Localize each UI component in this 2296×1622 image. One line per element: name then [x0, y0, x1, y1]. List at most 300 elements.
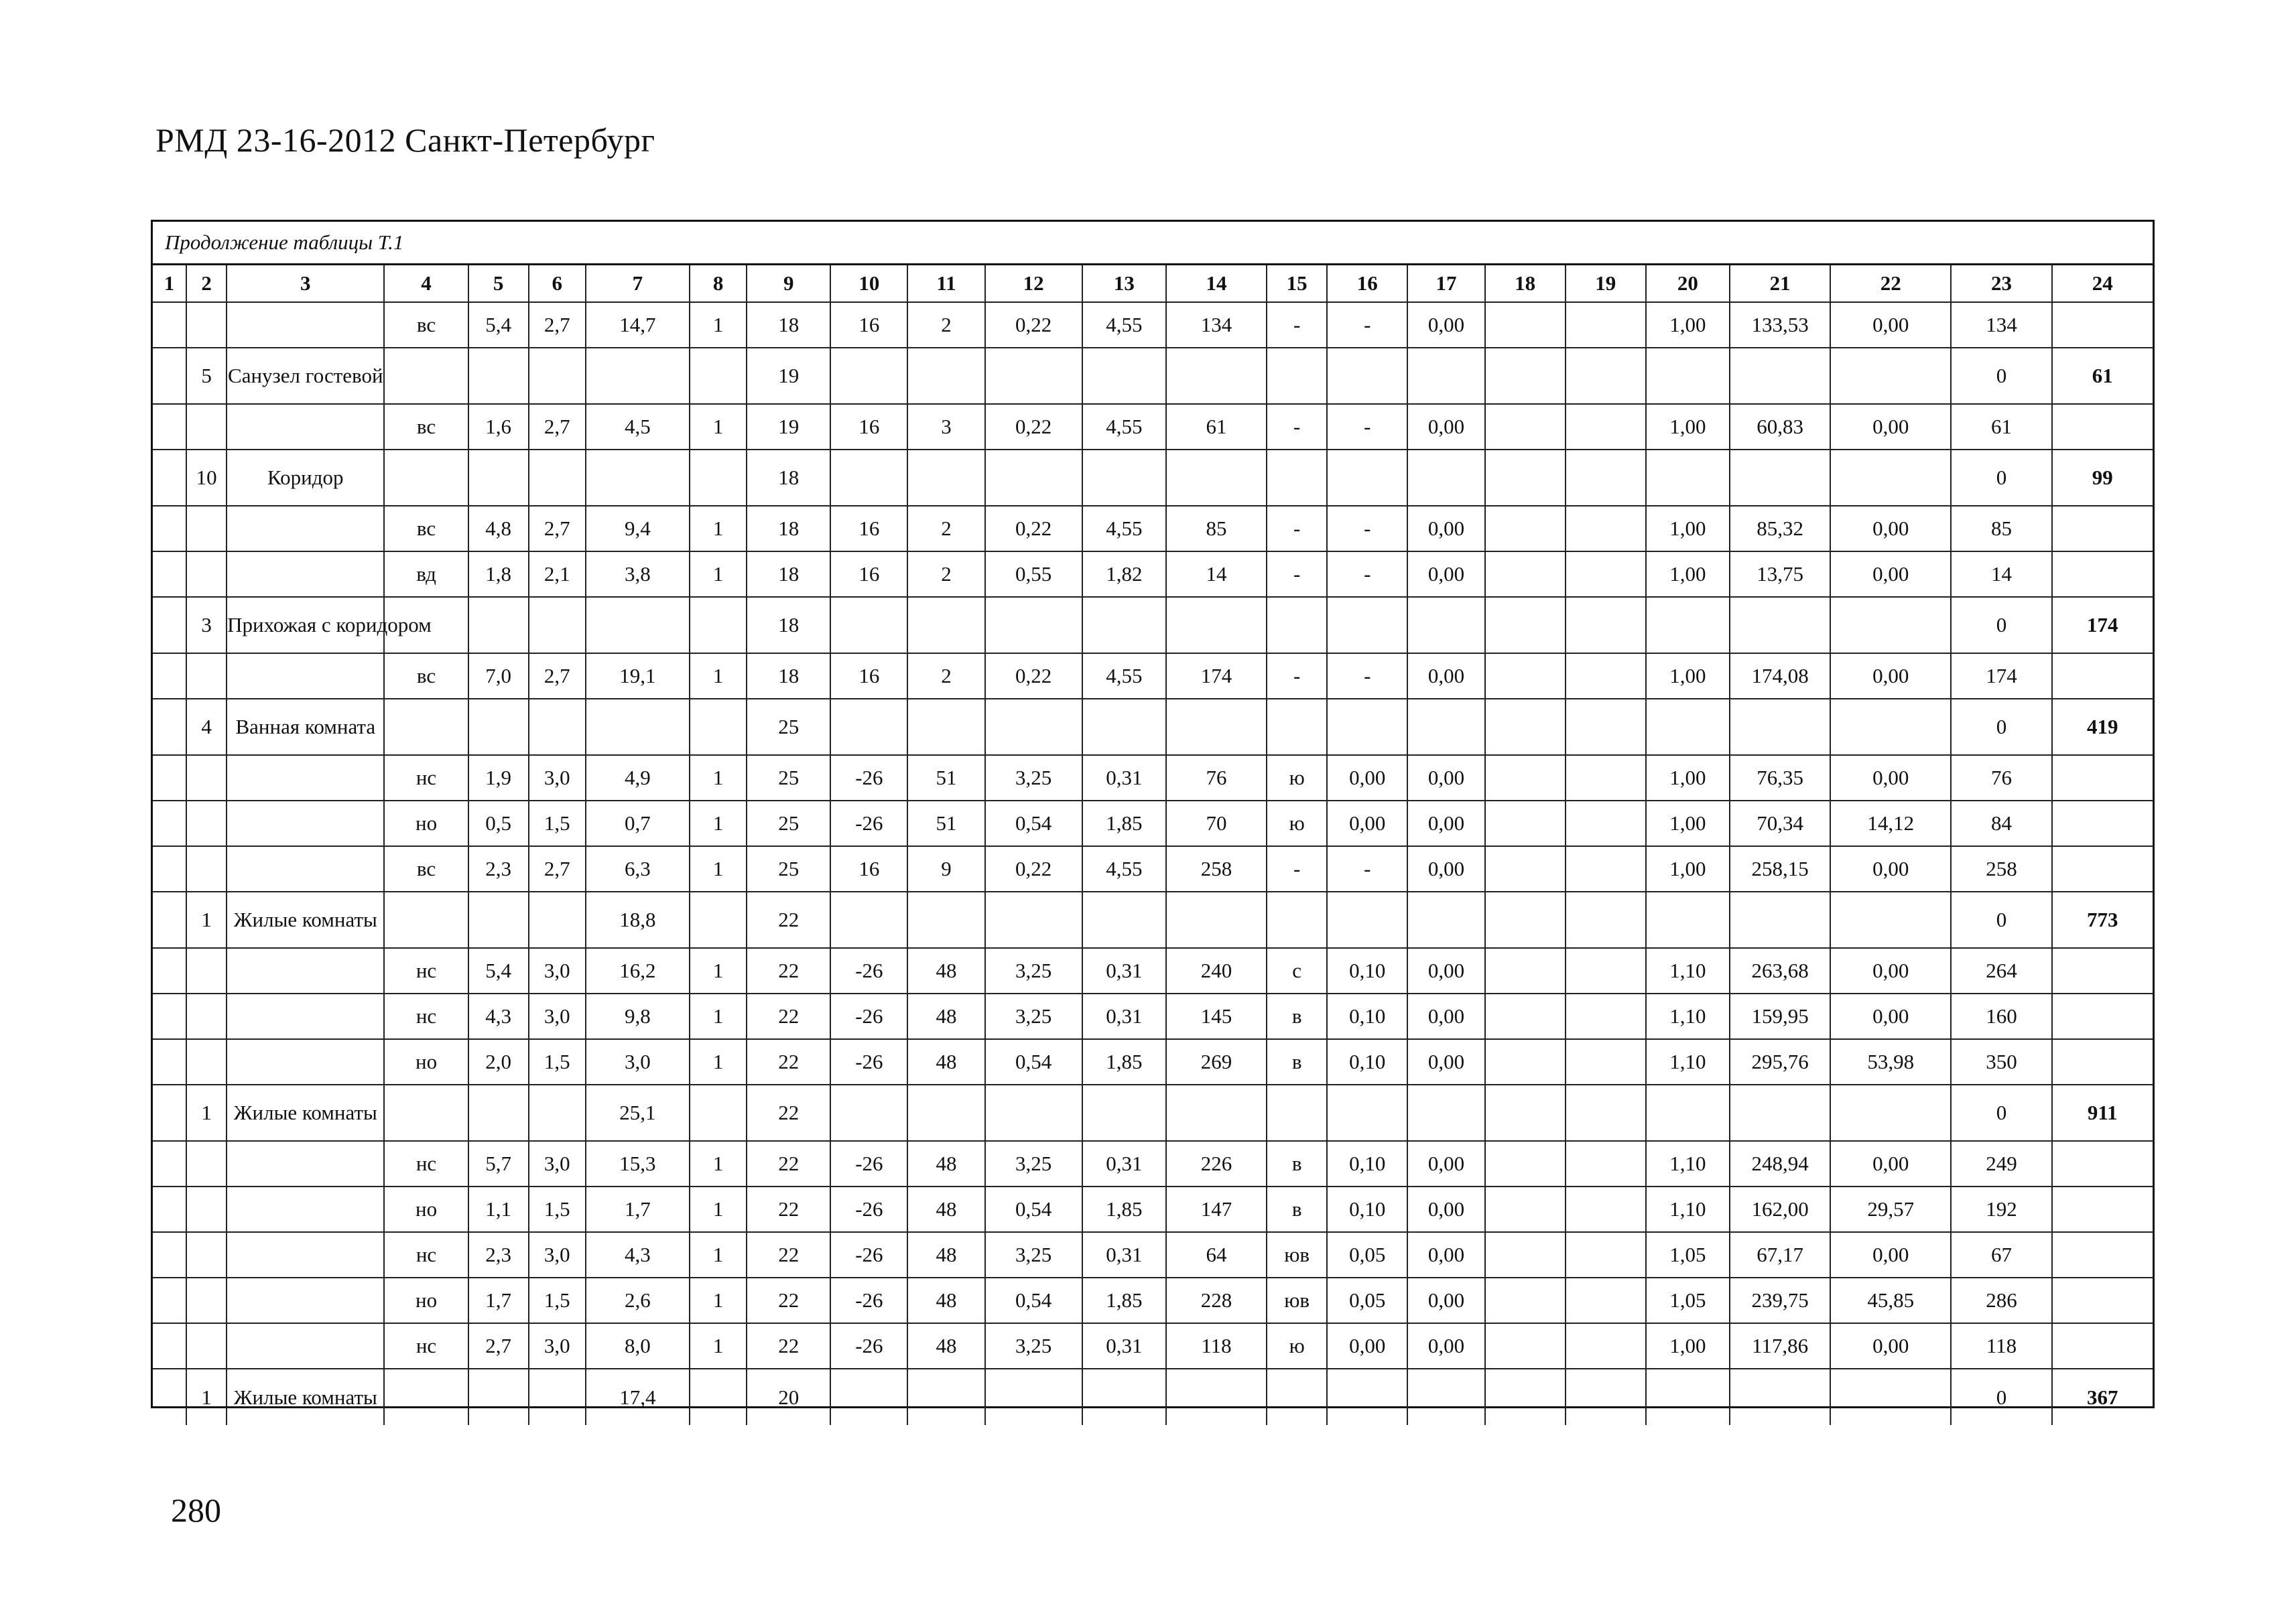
table-cell: 51 — [907, 755, 984, 801]
table-cell: 1 — [690, 994, 747, 1039]
table-cell — [1566, 551, 1646, 597]
table-cell: 22 — [747, 892, 830, 948]
table-cell: 3,25 — [985, 1323, 1082, 1369]
room-number-cell — [186, 1039, 227, 1085]
table-cell — [1646, 1085, 1730, 1141]
column-header: 14 — [1166, 265, 1267, 302]
table-cell: 48 — [907, 1141, 984, 1187]
table-cell: 14,12 — [1830, 801, 1951, 846]
table-cell: 67 — [1951, 1232, 2051, 1278]
table-cell — [1485, 846, 1566, 892]
column-header: 6 — [529, 265, 586, 302]
table-cell — [985, 597, 1082, 653]
room-total-cell — [2052, 1323, 2153, 1369]
column-header: 23 — [1951, 265, 2051, 302]
table-cell: 48 — [907, 1187, 984, 1232]
table-cell: 0,31 — [1082, 1323, 1166, 1369]
table-cell — [1830, 1085, 1951, 1141]
table-cell — [1566, 1187, 1646, 1232]
table-cell: 0,00 — [1407, 1039, 1484, 1085]
table-cell — [529, 450, 586, 506]
room-number-cell — [186, 653, 227, 699]
table-cell — [1566, 801, 1646, 846]
table-cell: вс — [384, 302, 468, 348]
table-cell: 13,75 — [1730, 551, 1830, 597]
table-cell: 1,10 — [1646, 948, 1730, 994]
table-cell — [1166, 1369, 1267, 1425]
table-cell: 9 — [907, 846, 984, 892]
table-cell: 85 — [1951, 506, 2051, 551]
table-cell — [907, 892, 984, 948]
surface-row — [153, 948, 2153, 994]
room-name-cell — [227, 1323, 384, 1369]
page-number: 280 — [171, 1491, 221, 1529]
table-cell: 22 — [747, 1323, 830, 1369]
room-number-cell — [186, 1141, 227, 1187]
table-cell — [529, 348, 586, 404]
table-cell — [153, 597, 186, 653]
table-cell — [690, 699, 747, 755]
room-total-cell — [2052, 551, 2153, 597]
table-cell: 1 — [690, 1323, 747, 1369]
table-cell — [1566, 404, 1646, 450]
room-name-cell — [227, 994, 384, 1039]
table-cell — [1485, 450, 1566, 506]
table-cell: 0,00 — [1407, 755, 1484, 801]
heat-loss-table — [153, 265, 2153, 1425]
room-total-cell — [2052, 1141, 2153, 1187]
table-cell: 0,00 — [1407, 653, 1484, 699]
table-cell: 0,7 — [586, 801, 690, 846]
table-cell — [1566, 948, 1646, 994]
table-cell: 14,7 — [586, 302, 690, 348]
table-cell: 4,8 — [468, 506, 529, 551]
room-name-cell — [227, 755, 384, 801]
table-cell: 134 — [1166, 302, 1267, 348]
surface-row — [153, 1278, 2153, 1323]
table-cell — [1485, 994, 1566, 1039]
table-cell: -26 — [830, 755, 907, 801]
table-cell: 1 — [690, 506, 747, 551]
table-cell: 0,00 — [1830, 1323, 1951, 1369]
table-cell: 4,9 — [586, 755, 690, 801]
table-cell: 0,00 — [1407, 1187, 1484, 1232]
table-cell: ю — [1267, 801, 1327, 846]
table-cell: 0,00 — [1830, 948, 1951, 994]
table-cell: 3,25 — [985, 755, 1082, 801]
table-cell: 3,0 — [529, 755, 586, 801]
table-cell — [468, 348, 529, 404]
table-cell: 263,68 — [1730, 948, 1830, 994]
table-cell: 6,3 — [586, 846, 690, 892]
column-header: 17 — [1407, 265, 1484, 302]
table-cell — [153, 1323, 186, 1369]
table-cell: 0,22 — [985, 653, 1082, 699]
table-cell: 0,22 — [985, 506, 1082, 551]
table-cell: 25 — [747, 846, 830, 892]
table-cell — [468, 597, 529, 653]
table-cell — [1830, 597, 1951, 653]
table-cell — [985, 348, 1082, 404]
table-cell — [153, 699, 186, 755]
room-name-cell — [227, 551, 384, 597]
table-cell — [1407, 450, 1484, 506]
table-cell: 1 — [690, 801, 747, 846]
column-header: 2 — [186, 265, 227, 302]
table-cell: 5,4 — [468, 302, 529, 348]
room-total-cell — [2052, 994, 2153, 1039]
table-cell — [830, 699, 907, 755]
table-cell: 48 — [907, 1323, 984, 1369]
table-cell: в — [1267, 994, 1327, 1039]
room-number-cell: 3 — [186, 597, 227, 653]
table-cell — [1082, 1369, 1166, 1425]
table-cell: 2,1 — [529, 551, 586, 597]
room-number-cell — [186, 506, 227, 551]
table-cell: 3 — [907, 404, 984, 450]
table-cell: 0,00 — [1407, 1232, 1484, 1278]
table-cell — [907, 1085, 984, 1141]
table-cell: 19 — [747, 348, 830, 404]
table-cell — [1327, 1085, 1407, 1141]
table-cell — [985, 892, 1082, 948]
table-cell: 18 — [747, 450, 830, 506]
table-cell: 16 — [830, 551, 907, 597]
surface-row — [153, 1039, 2153, 1085]
column-header: 4 — [384, 265, 468, 302]
table-cell: - — [1267, 551, 1327, 597]
table-cell — [690, 450, 747, 506]
table-cell — [586, 699, 690, 755]
table-cell: - — [1327, 846, 1407, 892]
table-cell: 8,0 — [586, 1323, 690, 1369]
room-total-cell — [2052, 846, 2153, 892]
table-cell: 4,55 — [1082, 846, 1166, 892]
table-cell — [1407, 1085, 1484, 1141]
table-cell: 1,10 — [1646, 1141, 1730, 1187]
table-cell — [153, 348, 186, 404]
table-cell: в — [1267, 1039, 1327, 1085]
room-total-cell: 911 — [2052, 1085, 2153, 1141]
table-cell: 1,10 — [1646, 1039, 1730, 1085]
room-total-cell — [2052, 1039, 2153, 1085]
table-cell: 51 — [907, 801, 984, 846]
table-cell: 295,76 — [1730, 1039, 1830, 1085]
table-cell: ю — [1267, 755, 1327, 801]
table-cell — [1566, 506, 1646, 551]
table-cell — [1566, 653, 1646, 699]
table-cell: 9,4 — [586, 506, 690, 551]
table-cell: 3,0 — [529, 1232, 586, 1278]
table-cell: 9,8 — [586, 994, 690, 1039]
table-cell: 16 — [830, 404, 907, 450]
table-cell — [1566, 755, 1646, 801]
table-cell: 1 — [690, 1187, 747, 1232]
table-cell: 4,55 — [1082, 653, 1166, 699]
room-number-cell: 1 — [186, 892, 227, 948]
surface-row — [153, 1141, 2153, 1187]
room-number-cell — [186, 846, 227, 892]
table-cell: 0,5 — [468, 801, 529, 846]
table-cell: 0,00 — [1830, 506, 1951, 551]
table-cell: 0,00 — [1407, 948, 1484, 994]
table-cell — [1730, 597, 1830, 653]
room-name-cell: Прихожая с коридором — [227, 597, 384, 653]
table-cell: 2 — [907, 302, 984, 348]
table-cell — [153, 450, 186, 506]
table-cell: 16 — [830, 302, 907, 348]
table-cell: 1,7 — [586, 1187, 690, 1232]
table-cell: 2,7 — [468, 1323, 529, 1369]
table-cell — [1566, 597, 1646, 653]
table-cell: 1,00 — [1646, 551, 1730, 597]
room-total-cell — [2052, 506, 2153, 551]
table-cell: 17,4 — [586, 1369, 690, 1425]
table-cell: 61 — [1166, 404, 1267, 450]
table-cell: 22 — [747, 1141, 830, 1187]
table-cell: 7,0 — [468, 653, 529, 699]
table-cell: 2,7 — [529, 506, 586, 551]
table-cell — [468, 450, 529, 506]
table-cell: 2,0 — [468, 1039, 529, 1085]
table-cell: 1 — [690, 948, 747, 994]
table-cell — [384, 892, 468, 948]
table-cell — [153, 1039, 186, 1085]
table-cell — [1730, 1085, 1830, 1141]
table-cell: 0 — [1951, 1085, 2051, 1141]
table-cell: 18 — [747, 597, 830, 653]
table-cell — [153, 551, 186, 597]
table-cell — [1166, 348, 1267, 404]
table-cell — [907, 597, 984, 653]
table-cell — [1485, 801, 1566, 846]
table-cell: 258 — [1166, 846, 1267, 892]
room-name-cell: Санузел гостевой — [227, 348, 384, 404]
table-cell — [153, 948, 186, 994]
room-total-cell — [2052, 948, 2153, 994]
table-cell: 249 — [1951, 1141, 2051, 1187]
table-cell: нс — [384, 1232, 468, 1278]
table-cell — [1082, 699, 1166, 755]
table-cell — [1407, 348, 1484, 404]
table-cell: 0,00 — [1407, 801, 1484, 846]
table-cell: 0,54 — [985, 1278, 1082, 1323]
room-number-cell — [186, 551, 227, 597]
table-cell: 226 — [1166, 1141, 1267, 1187]
table-cell: 1 — [690, 1039, 747, 1085]
table-cell: 1,00 — [1646, 653, 1730, 699]
table-cell: 0 — [1951, 892, 2051, 948]
table-cell: 1 — [690, 653, 747, 699]
column-header: 19 — [1566, 265, 1646, 302]
room-total-cell: 367 — [2052, 1369, 2153, 1425]
room-total-cell — [2052, 1232, 2153, 1278]
table-cell: - — [1327, 302, 1407, 348]
table-cell: 53,98 — [1830, 1039, 1951, 1085]
table-cell: 1 — [690, 1141, 747, 1187]
column-header: 11 — [907, 265, 984, 302]
table-cell: 2,7 — [529, 302, 586, 348]
table-cell: 160 — [1951, 994, 2051, 1039]
table-cell: 0 — [1951, 597, 2051, 653]
table-cell: 22 — [747, 948, 830, 994]
table-cell — [985, 1369, 1082, 1425]
table-cell: 0,10 — [1327, 1141, 1407, 1187]
room-total-cell: 61 — [2052, 348, 2153, 404]
table-cell — [1082, 597, 1166, 653]
table-cell: 48 — [907, 1039, 984, 1085]
room-row — [153, 1369, 2153, 1425]
table-cell: 16 — [830, 846, 907, 892]
table-cell: 25,1 — [586, 1085, 690, 1141]
room-number-cell — [186, 1323, 227, 1369]
table-cell — [1327, 597, 1407, 653]
table-cell — [384, 348, 468, 404]
table-cell: 0,00 — [1830, 404, 1951, 450]
table-cell — [1646, 1369, 1730, 1425]
table-cell — [1267, 892, 1327, 948]
table-cell: 0,54 — [985, 1039, 1082, 1085]
table-cell — [1485, 348, 1566, 404]
table-cell: - — [1267, 404, 1327, 450]
column-header: 10 — [830, 265, 907, 302]
table-cell — [830, 348, 907, 404]
table-cell: 84 — [1951, 801, 2051, 846]
table-cell — [153, 801, 186, 846]
table-cell: 0,00 — [1407, 302, 1484, 348]
table-cell — [1485, 1039, 1566, 1085]
table-cell: 117,86 — [1730, 1323, 1830, 1369]
room-number-cell — [186, 1187, 227, 1232]
table-cell — [1485, 506, 1566, 551]
table-cell: 1,00 — [1646, 404, 1730, 450]
table-cell: 1,10 — [1646, 994, 1730, 1039]
table-cell: 3,8 — [586, 551, 690, 597]
table-cell — [985, 699, 1082, 755]
surface-row — [153, 846, 2153, 892]
room-total-cell — [2052, 1187, 2153, 1232]
table-cell — [153, 1187, 186, 1232]
table-cell — [1830, 892, 1951, 948]
table-cell: 85,32 — [1730, 506, 1830, 551]
table-cell — [153, 404, 186, 450]
room-number-cell — [186, 1232, 227, 1278]
room-name-cell — [227, 1141, 384, 1187]
table-cell: 0,31 — [1082, 1232, 1166, 1278]
table-cell: 192 — [1951, 1187, 2051, 1232]
table-cell: -26 — [830, 1232, 907, 1278]
table-cell — [1485, 755, 1566, 801]
table-cell — [907, 1369, 984, 1425]
table-cell — [1646, 892, 1730, 948]
table-cell — [1566, 450, 1646, 506]
table-cell: нс — [384, 948, 468, 994]
surface-row — [153, 1187, 2153, 1232]
table-caption: Продолжение таблицы Т.1 — [153, 222, 2153, 265]
room-total-cell: 99 — [2052, 450, 2153, 506]
table-cell: 1,82 — [1082, 551, 1166, 597]
table-cell — [529, 1369, 586, 1425]
column-header: 24 — [2052, 265, 2153, 302]
table-cell — [830, 450, 907, 506]
table-cell: 16 — [830, 506, 907, 551]
room-name-cell — [227, 506, 384, 551]
table-cell — [1166, 597, 1267, 653]
room-total-cell: 174 — [2052, 597, 2153, 653]
table-cell — [1327, 892, 1407, 948]
table-cell: в — [1267, 1187, 1327, 1232]
table-cell: 22 — [747, 1187, 830, 1232]
room-name-cell — [227, 1039, 384, 1085]
room-name-cell — [227, 1278, 384, 1323]
table-cell: -26 — [830, 801, 907, 846]
table-cell — [1566, 302, 1646, 348]
table-cell: 1 — [690, 302, 747, 348]
table-cell: 25 — [747, 755, 830, 801]
table-cell — [690, 348, 747, 404]
table-cell: с — [1267, 948, 1327, 994]
table-cell: - — [1327, 653, 1407, 699]
column-header: 3 — [227, 265, 384, 302]
table-cell: 145 — [1166, 994, 1267, 1039]
room-total-cell — [2052, 404, 2153, 450]
table-cell: 0,00 — [1407, 846, 1484, 892]
table-cell: 1,6 — [468, 404, 529, 450]
table-cell: 0 — [1951, 348, 2051, 404]
table-cell — [1830, 450, 1951, 506]
table-cell — [1327, 1369, 1407, 1425]
table-cell: нс — [384, 1323, 468, 1369]
table-cell — [153, 1369, 186, 1425]
table-cell: 1,00 — [1646, 846, 1730, 892]
table-cell: 228 — [1166, 1278, 1267, 1323]
table-cell: 22 — [747, 994, 830, 1039]
table-cell — [153, 506, 186, 551]
table-cell: 239,75 — [1730, 1278, 1830, 1323]
table-cell: 0 — [1951, 699, 2051, 755]
table-cell: 1,05 — [1646, 1232, 1730, 1278]
table-cell: 1 — [690, 1232, 747, 1278]
table-cell: 0,00 — [1830, 846, 1951, 892]
room-number-cell — [186, 801, 227, 846]
table-cell — [690, 892, 747, 948]
table-cell: 0,31 — [1082, 948, 1166, 994]
column-number-row — [153, 265, 2153, 302]
table-cell: 18 — [747, 302, 830, 348]
table-cell — [468, 1369, 529, 1425]
table-cell: нс — [384, 994, 468, 1039]
table-cell: 76 — [1166, 755, 1267, 801]
table-cell — [529, 1085, 586, 1141]
table-cell: 0,05 — [1327, 1278, 1407, 1323]
table-cell — [1267, 699, 1327, 755]
table-cell — [830, 1369, 907, 1425]
table-cell: 4,3 — [586, 1232, 690, 1278]
table-cell: 0,22 — [985, 302, 1082, 348]
room-total-cell — [2052, 755, 2153, 801]
table-cell — [1566, 1039, 1646, 1085]
table-cell — [1485, 653, 1566, 699]
table-cell — [1485, 404, 1566, 450]
table-cell: 258,15 — [1730, 846, 1830, 892]
table-cell: 3,0 — [586, 1039, 690, 1085]
table-cell: 286 — [1951, 1278, 2051, 1323]
table-cell: 0,00 — [1830, 994, 1951, 1039]
table-cell: 0,00 — [1407, 1278, 1484, 1323]
column-header: 7 — [586, 265, 690, 302]
column-header: 22 — [1830, 265, 1951, 302]
surface-row — [153, 755, 2153, 801]
